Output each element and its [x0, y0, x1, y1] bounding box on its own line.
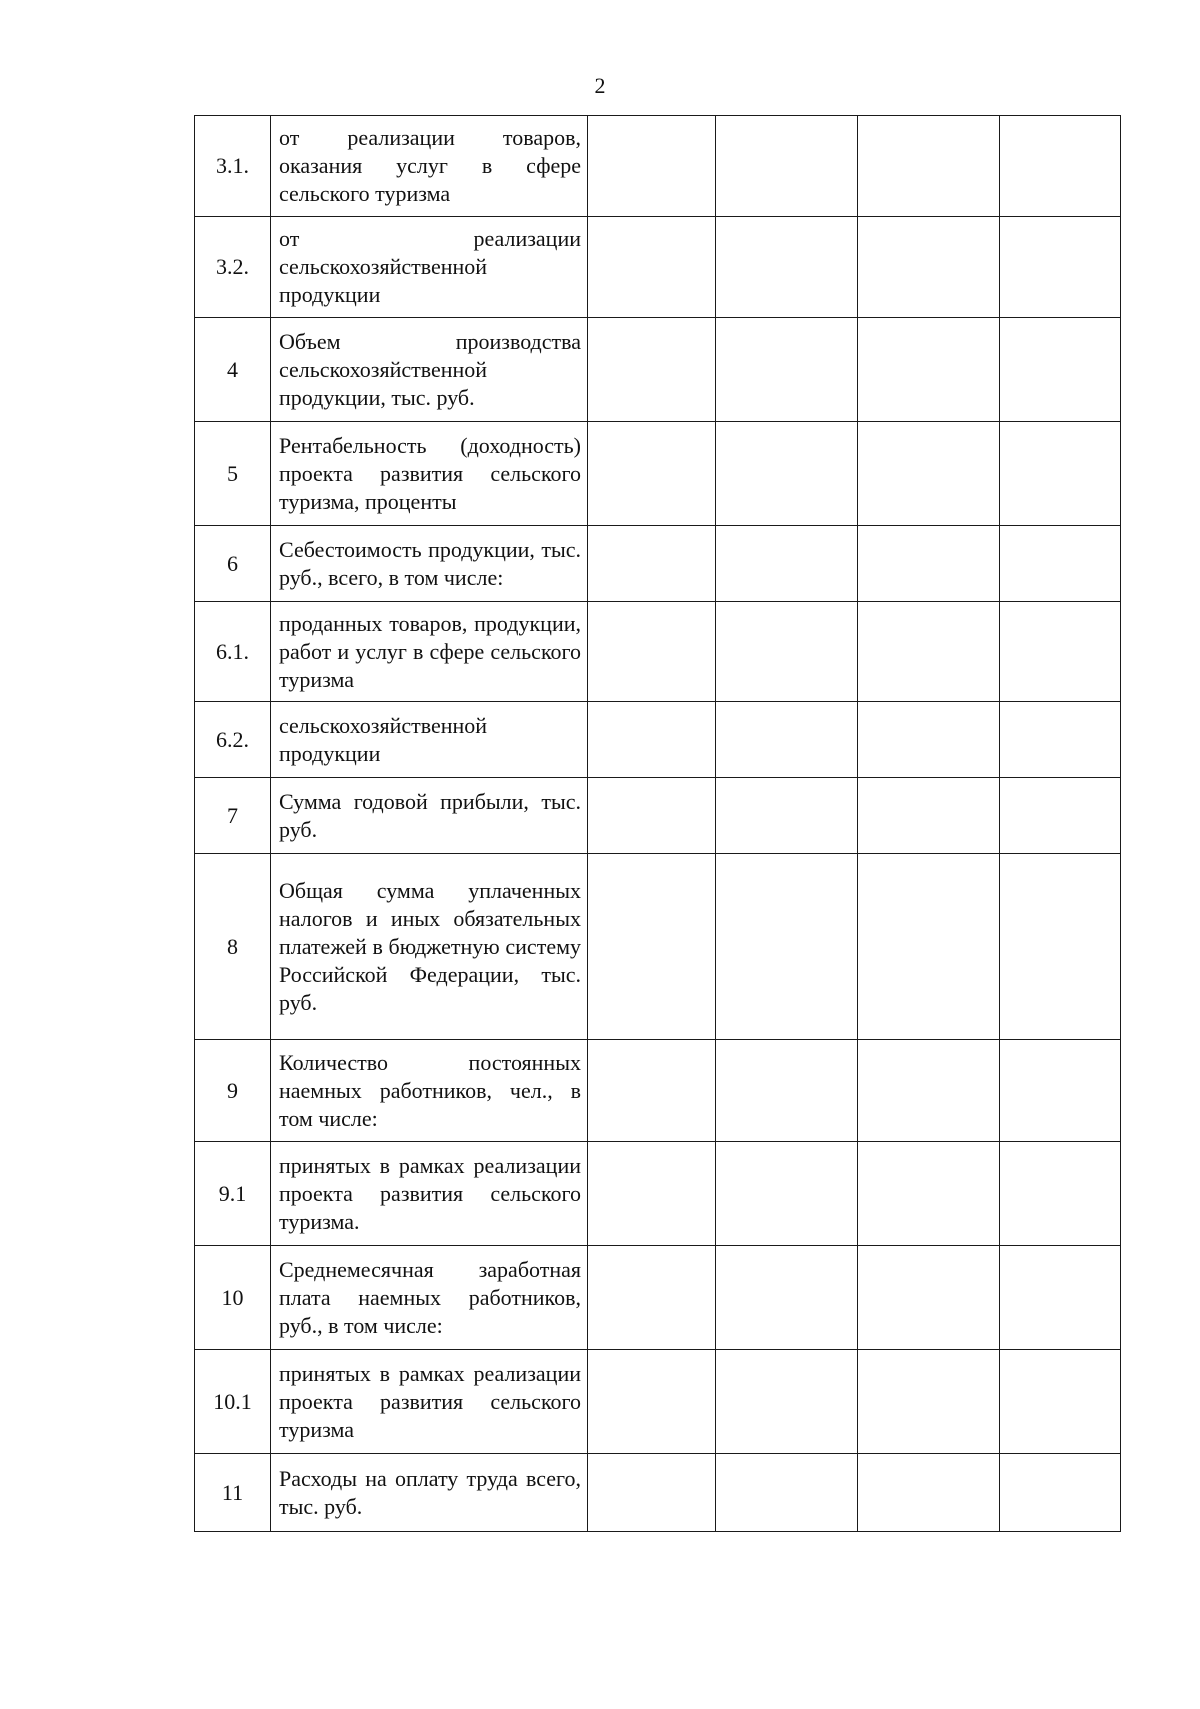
value-cell	[588, 778, 716, 854]
value-cell	[716, 1350, 858, 1454]
table-row	[195, 702, 1121, 778]
value-cell	[588, 854, 716, 1040]
value-cell	[588, 116, 716, 217]
value-cell	[716, 854, 858, 1040]
table-row	[195, 217, 1121, 318]
indicator-label: Себестоимость продукции, тыс. руб., всего, в том числе:	[271, 526, 588, 602]
table-row	[195, 422, 1121, 526]
value-cell	[858, 422, 1000, 526]
value-cell	[1000, 116, 1121, 217]
row-number: 5	[195, 422, 271, 526]
value-cell	[1000, 702, 1121, 778]
row-number: 10	[195, 1246, 271, 1350]
value-cell	[858, 854, 1000, 1040]
value-cell	[1000, 217, 1121, 318]
indicators-table	[194, 115, 1121, 1532]
value-cell	[588, 526, 716, 602]
table-row	[195, 778, 1121, 854]
row-number: 10.1	[195, 1350, 271, 1454]
value-cell	[716, 116, 858, 217]
value-cell	[716, 778, 858, 854]
row-number: 9	[195, 1040, 271, 1142]
table-row	[195, 854, 1121, 1040]
table-row	[195, 526, 1121, 602]
value-cell	[1000, 854, 1121, 1040]
value-cell	[858, 1454, 1000, 1532]
row-number: 6	[195, 526, 271, 602]
value-cell	[1000, 318, 1121, 422]
row-number: 6.2.	[195, 702, 271, 778]
value-cell	[588, 217, 716, 318]
value-cell	[588, 422, 716, 526]
row-number: 3.1.	[195, 116, 271, 217]
indicator-label: от реализации товаров, оказания услуг в сфере сельского туризма	[271, 116, 588, 217]
table-row	[195, 1454, 1121, 1532]
value-cell	[1000, 422, 1121, 526]
table-row	[195, 318, 1121, 422]
table-row	[195, 602, 1121, 702]
value-cell	[1000, 1246, 1121, 1350]
indicator-label: принятых в рамках реализации проекта развития сельского туризма.	[271, 1142, 588, 1246]
value-cell	[1000, 1040, 1121, 1142]
value-cell	[716, 1142, 858, 1246]
value-cell	[858, 1350, 1000, 1454]
value-cell	[716, 602, 858, 702]
indicator-label: Объем производства сельскохозяйственной продукции, тыс. руб.	[271, 318, 588, 422]
value-cell	[1000, 1454, 1121, 1532]
value-cell	[588, 1246, 716, 1350]
value-cell	[716, 1246, 858, 1350]
table-row	[195, 1246, 1121, 1350]
table-row	[195, 1040, 1121, 1142]
indicator-label: от реализации сельскохозяйственной продукции	[271, 217, 588, 318]
indicator-label: Среднемесячная заработная плата наемных работников, руб., в том числе:	[271, 1246, 588, 1350]
table-row	[195, 116, 1121, 217]
value-cell	[1000, 526, 1121, 602]
page-number: 2	[594, 73, 606, 98]
value-cell	[858, 217, 1000, 318]
value-cell	[858, 526, 1000, 602]
value-cell	[716, 526, 858, 602]
value-cell	[588, 1350, 716, 1454]
table-row	[195, 1350, 1121, 1454]
value-cell	[858, 702, 1000, 778]
value-cell	[588, 1142, 716, 1246]
indicator-label: принятых в рамках реализации проекта развития сельского туризма	[271, 1350, 588, 1454]
value-cell	[588, 702, 716, 778]
value-cell	[858, 1246, 1000, 1350]
value-cell	[858, 602, 1000, 702]
indicator-label: проданных товаров, продукции, работ и услуг в сфере сельского туризма	[271, 602, 588, 702]
value-cell	[716, 217, 858, 318]
table-row	[195, 1142, 1121, 1246]
value-cell	[1000, 778, 1121, 854]
row-number: 6.1.	[195, 602, 271, 702]
value-cell	[858, 318, 1000, 422]
value-cell	[588, 1454, 716, 1532]
indicator-label: сельскохозяйственной продукции	[271, 702, 588, 778]
row-number: 7	[195, 778, 271, 854]
value-cell	[858, 1040, 1000, 1142]
indicator-label: Рентабельность (доходность) проекта развития сельского туризма, проценты	[271, 422, 588, 526]
value-cell	[716, 422, 858, 526]
indicator-label: Количество постоянных наемных работников, чел., в том числе:	[271, 1040, 588, 1142]
indicator-label: Сумма годовой прибыли, тыс. руб.	[271, 778, 588, 854]
value-cell	[1000, 1350, 1121, 1454]
value-cell	[858, 778, 1000, 854]
value-cell	[858, 1142, 1000, 1246]
row-number: 3.2.	[195, 217, 271, 318]
row-number: 9.1	[195, 1142, 271, 1246]
value-cell	[1000, 602, 1121, 702]
value-cell	[1000, 1142, 1121, 1246]
value-cell	[858, 116, 1000, 217]
value-cell	[588, 602, 716, 702]
row-number: 8	[195, 854, 271, 1040]
value-cell	[716, 318, 858, 422]
value-cell	[588, 318, 716, 422]
row-number: 4	[195, 318, 271, 422]
value-cell	[716, 1454, 858, 1532]
value-cell	[716, 1040, 858, 1142]
row-number: 11	[195, 1454, 271, 1532]
indicator-label: Общая сумма уплаченных налогов и иных обязательных платежей в бюджетную систему Российской Федерации, тыс. руб.	[271, 854, 588, 1040]
value-cell	[588, 1040, 716, 1142]
value-cell	[716, 702, 858, 778]
indicator-label: Расходы на оплату труда всего, тыс. руб.	[271, 1454, 588, 1532]
